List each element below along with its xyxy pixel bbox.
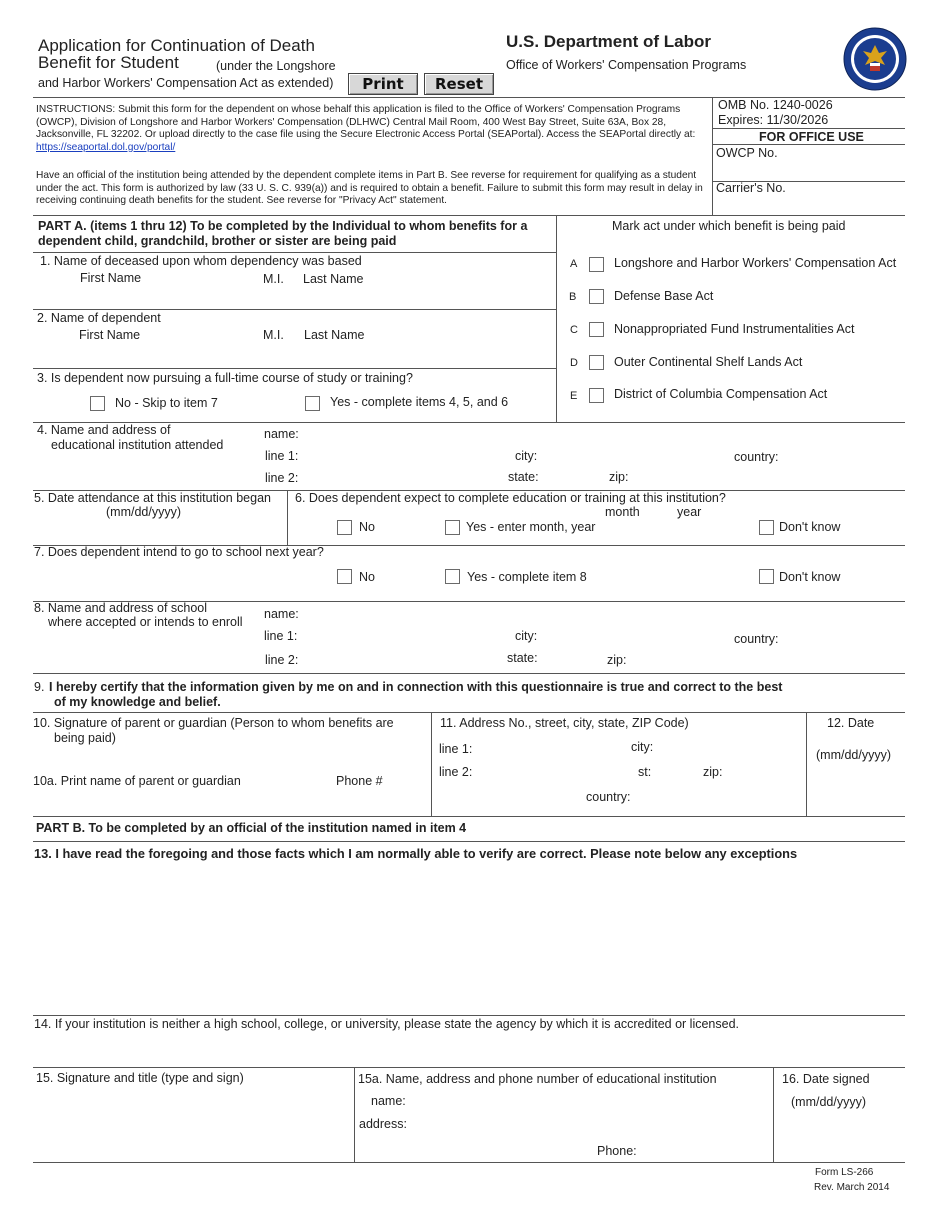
act-a-label: Longshore and Harbor Workers' Compensation Act: [614, 256, 897, 270]
item7-no-label: No: [359, 570, 375, 584]
item9-number: 9.: [34, 680, 45, 694]
act-e-label: District of Columbia Compensation Act: [614, 387, 828, 401]
item8-country-label: country:: [734, 632, 779, 646]
item3-no-label: No - Skip to item 7: [115, 396, 218, 410]
item8-line2-label: line 2:: [265, 653, 299, 667]
dol-seal-icon: [843, 27, 907, 91]
part-a-heading-line2: dependent child, grandchild, brother or sister are being paid: [38, 234, 397, 248]
item3-yes-label: Yes - complete items 4, 5, and 6: [330, 395, 509, 409]
item10a-label: 10a. Print name of parent or guardian: [33, 774, 241, 788]
reset-button[interactable]: Reset: [424, 73, 494, 95]
item4-label-line1: 4. Name and address of: [37, 423, 171, 437]
act-d-checkbox[interactable]: [589, 355, 604, 370]
item11-line2-label: line 2:: [439, 765, 473, 779]
item2-label: 2. Name of dependent: [37, 311, 161, 325]
act-c-checkbox[interactable]: [589, 322, 604, 337]
form-revision: Rev. March 2014: [814, 1182, 890, 1193]
item8-label-line2: where accepted or intends to enroll: [48, 615, 243, 629]
item15a-phone-label: Phone:: [597, 1144, 637, 1158]
item8-line1-label: line 1:: [264, 629, 298, 643]
item6-yes-checkbox[interactable]: [445, 520, 460, 535]
omb-number: OMB No. 1240-0026: [718, 98, 833, 112]
act-letter-b: B: [569, 291, 577, 303]
item7-no-checkbox[interactable]: [337, 569, 352, 584]
item6-year-label: year: [677, 505, 702, 519]
act-letter-e: E: [570, 390, 578, 402]
item4-city-label: city:: [515, 449, 538, 463]
item15-label: 15. Signature and title (type and sign): [36, 1071, 244, 1085]
acts-heading: Mark act under which benefit is being paid: [612, 219, 846, 233]
item12-format: (mm/dd/yyyy): [816, 748, 891, 762]
item3-yes-checkbox[interactable]: [305, 396, 320, 411]
item7-dont-know-label: Don't know: [779, 570, 841, 584]
item16-label: 16. Date signed: [782, 1072, 870, 1086]
item14-label: 14. If your institution is neither a high school, college, or university, please state the agency by which it is accredited or licensed.: [34, 1017, 740, 1031]
form-subtitle-line2: and Harbor Workers' Compensation Act as extended): [38, 76, 334, 90]
item11-country-label: country:: [586, 790, 631, 804]
item8-zip-label: zip:: [607, 653, 627, 667]
carrier-no-label: Carrier's No.: [716, 181, 786, 195]
item7-label: 7. Does dependent intend to go to school next year?: [34, 545, 324, 559]
item6-yes-label: Yes - enter month, year: [466, 520, 596, 534]
item9-certification-line2: of my knowledge and belief.: [54, 695, 221, 709]
act-letter-c: C: [570, 324, 578, 336]
item4-state-label: state:: [508, 470, 539, 484]
item8-label-line1: 8. Name and address of school: [34, 601, 208, 615]
instructions-paragraph-2: Have an official of the institution being attended by the dependent complete items in Part B. See reverse for requirement for qualifying as a student under the act. This form is authorized by law (33 U. S. C. 939(a)) and is required to obtain a benefit. Failure to submit this form may result in delay in receiving continuing death benefits for the student. See reverse for "Privacy Act" statement.: [36, 170, 703, 206]
part-b-heading: PART B. To be completed by an official of the institution named in item 4: [36, 821, 467, 835]
item3-label: 3. Is dependent now pursuing a full-time course of study or training?: [37, 371, 413, 385]
item13-label: 13. I have read the foregoing and those facts which I am normally able to verify are correct. Please note below any exceptions: [34, 846, 798, 861]
item4-name-label: name:: [264, 427, 299, 441]
act-d-label: Outer Continental Shelf Lands Act: [614, 355, 803, 369]
office-use-heading: FOR OFFICE USE: [759, 130, 864, 144]
act-a-checkbox[interactable]: [589, 257, 604, 272]
item7-yes-checkbox[interactable]: [445, 569, 460, 584]
part-a-heading-line1: PART A. (items 1 thru 12) To be completed by the Individual to whom benefits for a: [38, 219, 528, 233]
item1-label: 1. Name of deceased upon whom dependency was based: [40, 254, 362, 268]
item1-last-name-label: Last Name: [303, 272, 364, 286]
omb-expires: Expires: 11/30/2026: [718, 113, 829, 127]
act-b-label: Defense Base Act: [614, 289, 714, 303]
item6-label: 6. Does dependent expect to complete education or training at this institution?: [295, 491, 726, 505]
item12-label: 12. Date: [827, 716, 875, 730]
item11-line1-label: line 1:: [439, 742, 473, 756]
office-name: Office of Workers' Compensation Programs: [506, 58, 747, 72]
act-e-checkbox[interactable]: [589, 388, 604, 403]
item11-label: 11. Address No., street, city, state, ZIP Code): [440, 716, 689, 730]
act-b-checkbox[interactable]: [589, 289, 604, 304]
item4-zip-label: zip:: [609, 470, 629, 484]
item4-line1-label: line 1:: [265, 449, 299, 463]
item1-mi-label: M.I.: [263, 272, 284, 286]
item6-no-checkbox[interactable]: [337, 520, 352, 535]
item8-city-label: city:: [515, 629, 538, 643]
item15a-name-label: name:: [371, 1094, 406, 1108]
item6-dont-know-checkbox[interactable]: [759, 520, 774, 535]
item6-dont-know-label: Don't know: [779, 520, 841, 534]
item2-mi-label: M.I.: [263, 328, 284, 342]
item2-last-name-label: Last Name: [304, 328, 365, 342]
item1-first-name-label: First Name: [80, 271, 142, 285]
instructions-paragraph: INSTRUCTIONS: Submit this form for the dependent on whose behalf this application is filed to the Office of Workers' Compensation Programs (OWCP), Division of Longshore and Harbor Workers' Compensation (DLHWC) Central Mail Room, 400 West Bay Street, Suite 63A, Box 28, Jacksonville, FL 32202. Or upload directly to the case file using the Secure Electronic Access Portal (SEAPortal). Access the SEAPortal directly at: https://seaportal.dol.gov/portal/: [36, 104, 696, 153]
act-letter-d: D: [570, 357, 578, 369]
item9-certification-line1: I hereby certify that the information given by me on and in connection with this questionnaire is true and correct to the best: [49, 680, 783, 694]
item8-state-label: state:: [507, 651, 538, 665]
item11-city-label: city:: [631, 740, 654, 754]
act-letter-a: A: [570, 258, 578, 270]
agency-name: U.S. Department of Labor: [506, 32, 711, 51]
item15a-address-label: address:: [359, 1117, 407, 1131]
form-title-line2: Benefit for Student: [38, 53, 179, 72]
item5-format: (mm/dd/yyyy): [106, 505, 181, 519]
item10-label-line2: being paid): [54, 731, 116, 745]
item6-month-label: month: [605, 505, 640, 519]
item7-yes-label: Yes - complete item 8: [467, 570, 587, 584]
item6-no-label: No: [359, 520, 375, 534]
item11-st-label: st:: [638, 765, 652, 779]
item8-name-label: name:: [264, 607, 299, 621]
owcp-no-label: OWCP No.: [716, 146, 778, 160]
item4-country-label: country:: [734, 450, 779, 464]
form-title-line1: Application for Continuation of Death: [38, 36, 315, 55]
item10-label-line1: 10. Signature of parent or guardian (Person to whom benefits are: [33, 716, 394, 730]
seaportal-link[interactable]: https://seaportal.dol.gov/portal/: [36, 141, 176, 153]
item7-dont-know-checkbox[interactable]: [759, 569, 774, 584]
form-subtitle-line1: (under the Longshore: [216, 59, 336, 73]
item15a-label: 15a. Name, address and phone number of educational institution: [358, 1072, 717, 1086]
item4-line2-label: line 2:: [265, 471, 299, 485]
item4-label-line2: educational institution attended: [51, 438, 224, 452]
item11-zip-label: zip:: [703, 765, 723, 779]
act-c-label: Nonappropriated Fund Instrumentalities Act: [614, 322, 855, 336]
item5-label: 5. Date attendance at this institution began: [34, 491, 271, 505]
item3-no-checkbox[interactable]: [90, 396, 105, 411]
print-button[interactable]: Print: [348, 73, 418, 95]
form-number: Form LS-266: [815, 1167, 874, 1178]
item16-format: (mm/dd/yyyy): [791, 1095, 866, 1109]
item2-first-name-label: First Name: [79, 328, 141, 342]
item10a-phone-label: Phone #: [336, 774, 383, 788]
